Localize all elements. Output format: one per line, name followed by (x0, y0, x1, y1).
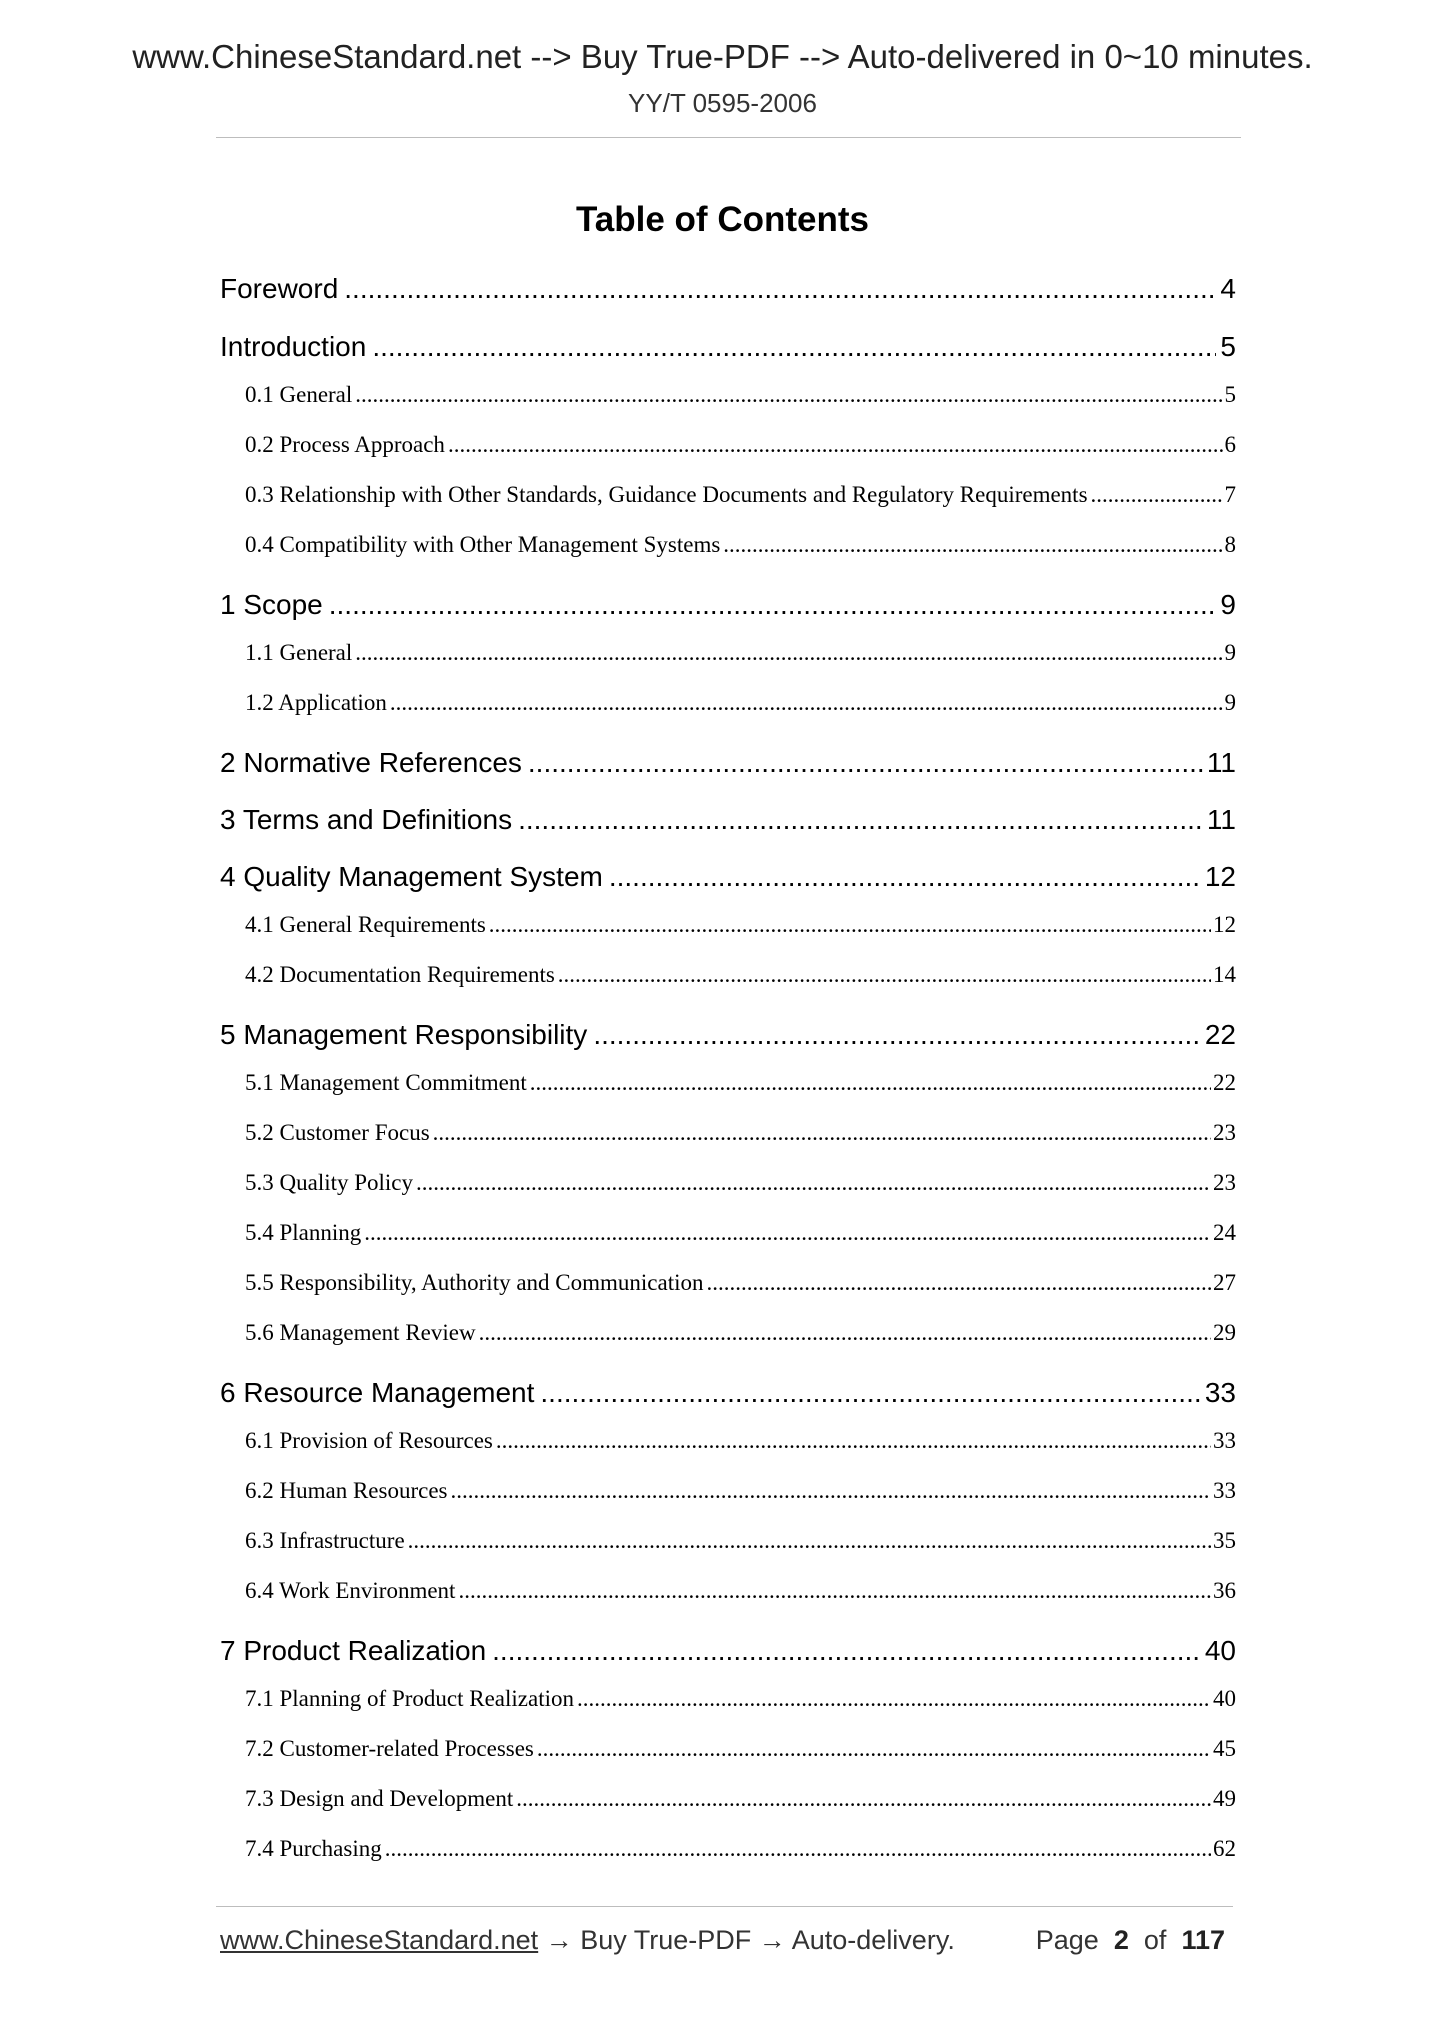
toc-section-entry[interactable] (220, 269, 1236, 309)
toc-entry-page: 35 (1213, 1528, 1236, 1553)
page-current: 2 (1113, 1925, 1129, 1955)
toc-dot-leader (496, 1424, 1211, 1458)
toc-entry-label: 4.2 Documentation Requirements (245, 962, 555, 987)
toc-entry-label: 3 Terms and Definitions (220, 804, 513, 835)
toc-entry-label: 0.2 Process Approach (245, 432, 445, 457)
footer-divider (216, 1906, 1233, 1907)
toc-dot-leader (518, 800, 1203, 840)
toc-section-entry[interactable] (220, 1373, 1236, 1413)
toc-entry-page: 23 (1213, 1170, 1236, 1195)
page-of: of (1143, 1925, 1167, 1955)
toc-dot-leader (448, 428, 1223, 462)
toc-dot-leader (355, 378, 1222, 412)
footer-website-link[interactable]: www.ChineseStandard.net (220, 1925, 539, 1955)
toc-subsection-entry[interactable] (245, 1524, 1236, 1558)
toc-entry-label: 5.5 Responsibility, Authority and Communication (245, 1270, 704, 1295)
toc-entry-label: 1.2 Application (245, 690, 387, 715)
toc-subsection-entry[interactable] (245, 1832, 1236, 1866)
toc-subsection-entry[interactable] (245, 1266, 1236, 1300)
toc-dot-leader (479, 1316, 1211, 1350)
toc-entry-page: 11 (1206, 747, 1236, 778)
page-total: 117 (1181, 1925, 1225, 1955)
toc-entry-label: 5.4 Planning (245, 1220, 362, 1245)
toc-subsection-entry[interactable] (245, 958, 1236, 992)
toc-dot-leader (329, 585, 1217, 625)
toc-dot-leader (707, 1266, 1212, 1300)
toc-dot-leader (489, 908, 1211, 942)
toc-entry-label: 6.2 Human Resources (245, 1478, 448, 1503)
toc-section-entry[interactable] (220, 1015, 1236, 1055)
footer-promo (220, 1925, 955, 1956)
toc-subsection-entry[interactable] (245, 1574, 1236, 1608)
toc-entry-label: 6 Resource Management (220, 1377, 535, 1408)
toc-entry-label: 7 Product Realization (220, 1635, 487, 1666)
toc-entry-label: 6.4 Work Environment (245, 1578, 456, 1603)
toc-subsection-entry[interactable] (245, 1782, 1236, 1816)
toc-dot-leader (364, 1216, 1211, 1250)
toc-entry-label: 5.1 Management Commitment (245, 1070, 527, 1095)
toc-entry-page: 4 (1220, 273, 1236, 304)
toc-dot-leader (355, 636, 1222, 670)
toc-entry-label: Introduction (220, 331, 367, 362)
toc-entry-label: 5.2 Customer Focus (245, 1120, 430, 1145)
toc-subsection-entry[interactable] (245, 1166, 1236, 1200)
toc-subsection-entry[interactable] (245, 636, 1236, 670)
toc-subsection-entry[interactable] (245, 428, 1236, 462)
toc-dot-leader (537, 1732, 1211, 1766)
toc-entry-page: 40 (1204, 1635, 1236, 1666)
toc-entry-label: 7.4 Purchasing (245, 1836, 382, 1861)
toc-entry-page: 5 (1220, 331, 1236, 362)
toc-entry-label: 1 Scope (220, 589, 323, 620)
toc-subsection-entry[interactable] (245, 1216, 1236, 1250)
toc-entry-label: 0.1 General (245, 382, 353, 407)
toc-entry-label: 4.1 General Requirements (245, 912, 486, 937)
toc-entry-page: 33 (1204, 1377, 1236, 1408)
toc-entry-page: 29 (1213, 1320, 1236, 1345)
header-divider (216, 137, 1241, 138)
toc-entry-page: 6 (1224, 432, 1236, 457)
toc-entry-page: 9 (1220, 589, 1236, 620)
toc-dot-leader (540, 1373, 1200, 1413)
toc-entry-label: 5 Management Responsibility (220, 1019, 588, 1050)
toc-subsection-entry[interactable] (245, 528, 1236, 562)
toc-entry-label: 4 Quality Management System (220, 861, 603, 892)
toc-subsection-entry[interactable] (245, 686, 1236, 720)
toc-entry-page: 8 (1224, 532, 1236, 557)
toc-subsection-entry[interactable] (245, 1474, 1236, 1508)
toc-entry-page: 14 (1213, 962, 1236, 987)
header-banner: www.ChineseStandard.net --> Buy True-PDF --> Auto-delivered in 0~10 minutes. (132, 38, 1313, 75)
toc-entry-label: 6.3 Infrastructure (245, 1528, 405, 1553)
toc-entry-label: 1.1 General (245, 640, 353, 665)
toc-dot-leader (451, 1474, 1212, 1508)
toc-subsection-entry[interactable] (245, 1732, 1236, 1766)
toc-dot-leader (558, 958, 1211, 992)
page-number (1036, 1925, 1225, 1956)
toc-section-entry[interactable] (220, 1631, 1236, 1671)
toc-title: Table of Contents (576, 200, 869, 239)
toc-dot-leader (723, 528, 1222, 562)
toc-entry-label: 2 Normative References (220, 747, 522, 778)
toc-entry-page: 36 (1213, 1578, 1236, 1603)
toc-entry-label: 5.6 Management Review (245, 1320, 476, 1345)
toc-entry-page: 23 (1213, 1120, 1236, 1145)
toc-entry-page: 9 (1224, 690, 1236, 715)
toc-dot-leader (408, 1524, 1211, 1558)
toc-entry-page: 40 (1213, 1686, 1236, 1711)
toc-subsection-entry[interactable] (245, 908, 1236, 942)
toc-entry-page: 33 (1213, 1478, 1236, 1503)
toc-entry-page: 22 (1204, 1019, 1236, 1050)
toc-subsection-entry[interactable] (245, 1316, 1236, 1350)
toc-dot-leader (433, 1116, 1211, 1150)
toc-dot-leader (516, 1782, 1211, 1816)
toc-entry-label: 0.4 Compatibility with Other Management Systems (245, 532, 721, 557)
page-word: Page (1035, 1925, 1099, 1955)
toc-section-entry[interactable] (220, 800, 1236, 840)
toc-entry-page: 27 (1213, 1270, 1236, 1295)
footer-promo-text: → Buy True-PDF → Auto-delivery. (538, 1925, 955, 1955)
toc-dot-leader (458, 1574, 1211, 1608)
toc-entry-label: 6.1 Provision of Resources (245, 1428, 493, 1453)
toc-entry-label: 7.3 Design and Development (245, 1786, 514, 1811)
toc-entry-label: 7.2 Customer-related Processes (245, 1736, 534, 1761)
toc-dot-leader (416, 1166, 1211, 1200)
toc-subsection-entry[interactable] (245, 1116, 1236, 1150)
toc-entry-page: 24 (1213, 1220, 1236, 1245)
toc-dot-leader (390, 686, 1223, 720)
toc-dot-leader (1091, 478, 1223, 512)
toc-dot-leader (528, 743, 1203, 783)
toc-dot-leader (492, 1631, 1201, 1671)
toc-dot-leader (344, 269, 1216, 309)
toc-entry-page: 22 (1213, 1070, 1236, 1095)
toc-entry-label: 5.3 Quality Policy (245, 1170, 414, 1195)
toc-dot-leader (372, 327, 1216, 367)
toc-entry-page: 62 (1213, 1836, 1236, 1861)
page-footer (220, 1925, 1233, 1965)
toc-entry-page: 12 (1213, 912, 1236, 937)
toc-dot-leader (385, 1832, 1211, 1866)
toc-entry-label: 0.3 Relationship with Other Standards, Guidance Documents and Regulatory Requirements (245, 482, 1088, 507)
toc-dot-leader (530, 1066, 1211, 1100)
toc-subsection-entry[interactable] (245, 1682, 1236, 1716)
toc-subsection-entry[interactable] (245, 478, 1236, 512)
toc-dot-leader (593, 1015, 1201, 1055)
toc-dot-leader (577, 1682, 1211, 1716)
toc-entry-page: 9 (1224, 640, 1236, 665)
toc-subsection-entry[interactable] (245, 1066, 1236, 1100)
toc-entry-page: 5 (1224, 382, 1236, 407)
toc-section-entry[interactable] (220, 743, 1236, 783)
toc-entry-label: 7.1 Planning of Product Realization (245, 1686, 574, 1711)
toc-subsection-entry[interactable] (245, 378, 1236, 412)
toc-section-entry[interactable] (220, 327, 1236, 367)
toc-entry-page: 7 (1224, 482, 1236, 507)
toc-subsection-entry[interactable] (245, 1424, 1236, 1458)
toc-entry-page: 33 (1213, 1428, 1236, 1453)
toc-entry-page: 12 (1204, 861, 1236, 892)
toc-dot-leader (609, 857, 1201, 897)
toc-entry-page: 49 (1213, 1786, 1236, 1811)
toc-section-entry[interactable] (220, 857, 1236, 897)
toc-section-entry[interactable] (220, 585, 1236, 625)
toc-entry-page: 45 (1213, 1736, 1236, 1761)
document-code: YY/T 0595-2006 (628, 88, 817, 118)
toc-entry-page: 11 (1206, 804, 1236, 835)
toc-entry-label: Foreword (220, 273, 339, 304)
